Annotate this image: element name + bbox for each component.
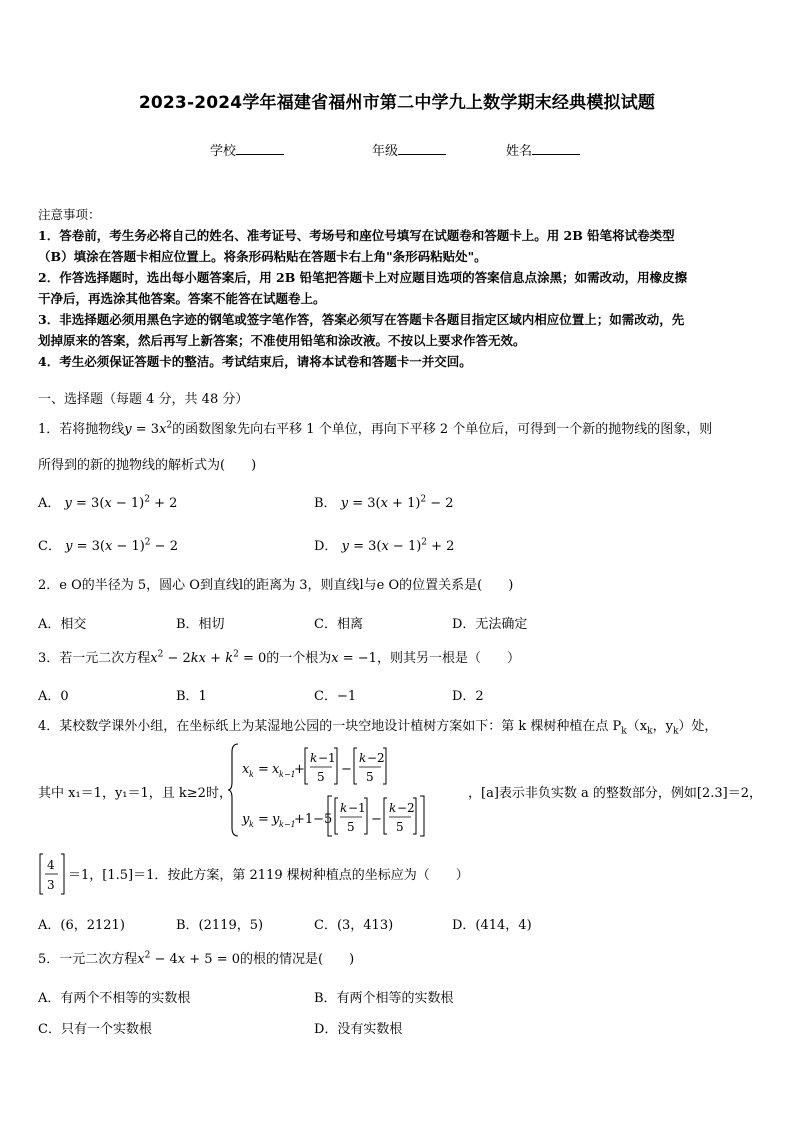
svg-text:x: x [242,762,250,777]
svg-text:k−1: k−1 [279,770,296,779]
svg-text:5: 5 [396,820,404,834]
q2-option-d[interactable]: D．无法确定 [452,617,528,632]
q5-option-d[interactable]: D．没有实数根 [314,1022,403,1037]
question-5: 5．一元二次方程$x^2 - 4x + 5 = 0$的根的情况是( ) [38,950,355,967]
q1-option-b[interactable]: B． $y = 3(x + 1)^2 - 2$ [314,494,454,511]
q1-option-a[interactable]: A． $y = 3(x - 1)^2 + 2$ [38,494,178,511]
name-blank [532,142,580,155]
q1-option-d[interactable]: D． $y = 3(x - 1)^2 + 2$ [314,537,455,554]
svg-text:−: − [341,762,352,777]
question-1-line2: 所得到的新的抛物线的解析式为( ) [38,458,257,473]
question-4: 4．某校数学课外小组，在坐标纸上为某湿地公园的一块空地设计植树方案如下：第 k 棵树种植在点 $P_k(x_k$，$y_k$）处， [38,719,718,737]
q4-option-b[interactable]: B．(2119，5) [176,918,264,933]
grade-label: 年级 [372,144,399,159]
svg-text:−2: −2 [367,751,385,765]
svg-text:k: k [310,751,318,765]
q3-option-a[interactable]: A．0 [38,689,69,704]
svg-text:3: 3 [47,878,55,892]
svg-text:4: 4 [47,858,55,872]
school-blank [236,142,284,155]
svg-text:x: x [272,762,280,777]
q1-formula: y [124,422,132,437]
grade-blank [398,142,446,155]
q1-post: 的函数图象先向右平移 1 个单位，再向下平移 2 个单位后，可得到一个新的抛物线的图象，则 [172,422,713,437]
q2-option-c[interactable]: C．相离 [314,617,363,632]
svg-text:=: = [258,762,269,777]
svg-text:k: k [340,801,348,815]
svg-text:5: 5 [317,770,325,784]
note-1b: （B）填涂在答题卡相应位置上。将条形码粘贴在答题卡右上角"条形码粘贴处"。 [38,249,487,264]
svg-text:−1: −1 [318,751,336,765]
q4-option-d[interactable]: D．(414，4) [452,918,532,933]
svg-text:y: y [242,812,250,827]
svg-text:−1: −1 [348,801,366,815]
svg-text:−: − [371,812,382,827]
question-3: 3．若一元二次方程$x^2 - 2kx + k^2 = 0$的一个根为x = −1，则其另一根是（ ） [38,649,520,666]
q4-option-c[interactable]: C．(3，413) [314,918,394,933]
svg-text:=: = [258,812,269,827]
svg-text:k−1: k−1 [279,820,296,829]
svg-text:5: 5 [366,770,374,784]
section-choice: 一、选择题（每题 4 分，共 48 分） [38,392,249,407]
q1-pre: 1．若将抛物线 [38,422,125,437]
svg-text:k: k [249,820,254,829]
school-field [210,140,284,159]
q5-option-a[interactable]: A．有两个不相等的实数根 [38,991,191,1006]
note-4: 4．考生必须保证答题卡的整洁。考试结束后，请将本试卷和答题卡一并交回。 [38,354,472,369]
name-field [506,140,580,159]
note-3a: 3．非选择题必须用黑色字迹的钢笔或签字笔作答，答案必须写在答题卡各题目指定区域内相应位置上；如需改动，先 [38,312,685,327]
name-label: 姓名 [506,144,533,159]
note-2a: 2．作答选择题时，选出每小题答案后，用 2B 铅笔把答题卡上对应题目选项的答案信息点涂黑；如需改动，用橡皮擦 [38,270,688,285]
svg-text:+: + [294,762,305,777]
q3-option-b[interactable]: B．1 [176,689,207,704]
question-1: 1．若将抛物线$y = 3x^2$的函数图象先向右平移 1 个单位，再向下平移 2 个单位后，可得到一个新的抛物线的图象，则 [38,420,713,437]
note-2b: 干净后，再选涂其他答案。答案不能答在试题卷上。 [38,291,326,306]
svg-text:y: y [272,812,280,827]
q5-option-b[interactable]: B．有两个相等的实数根 [314,991,454,1006]
svg-text:k: k [389,801,397,815]
svg-text:k: k [249,770,254,779]
notes-heading: 注意事项： [38,207,101,222]
q2-option-a[interactable]: A．相交 [38,617,87,632]
q3-option-d[interactable]: D．2 [452,689,484,704]
svg-text:5: 5 [347,820,355,834]
q1-option-c[interactable]: C． $y = 3(x - 1)^2 - 2$ [38,537,178,554]
question-4-line3: ＝1，[1.5]＝1．按此方案，第 2119 棵树种植点的坐标应为（ ） [68,868,469,883]
question-4-note: ，[a]表示非负实数 a 的整数部分，例如[2.3]＝2， [468,786,762,801]
q4-example-fraction [38,852,66,896]
note-1a: 1．答卷前，考生务必将自己的姓名、准考证号、考场号和座位号填写在试题卷和答题卡上。用 2B 铅笔将试卷类型 [38,228,675,243]
svg-text:+1−5: +1−5 [294,812,333,827]
q4-option-a[interactable]: A．(6，2121) [38,918,125,933]
question-4-condition: 其中 x₁＝1，y₁＝1，且 k≥2时， [38,786,232,801]
q3-option-c[interactable]: C．−1 [314,689,357,704]
exam-notes [38,204,758,372]
school-label: 学校 [210,144,237,159]
grade-field [372,140,446,159]
q5-option-c[interactable]: C．只有一个实数根 [38,1022,152,1037]
q4-piecewise-formula [228,740,468,840]
page-title: 2023-2024学年福建省福州市第二中学九上数学期末经典模拟试题 [138,93,656,113]
svg-text:k: k [359,751,367,765]
question-2: 2．e O的半径为 5，圆心 O到直线l的距离为 3，则直线l与e O的位置关系是( ) [38,578,514,593]
note-3b: 划掉原来的答案，然后再写上新答案；不准使用铅笔和涂改液。不按以上要求作答无效。 [38,333,526,348]
q2-option-b[interactable]: B．相切 [176,617,225,632]
svg-text:−2: −2 [397,801,415,815]
